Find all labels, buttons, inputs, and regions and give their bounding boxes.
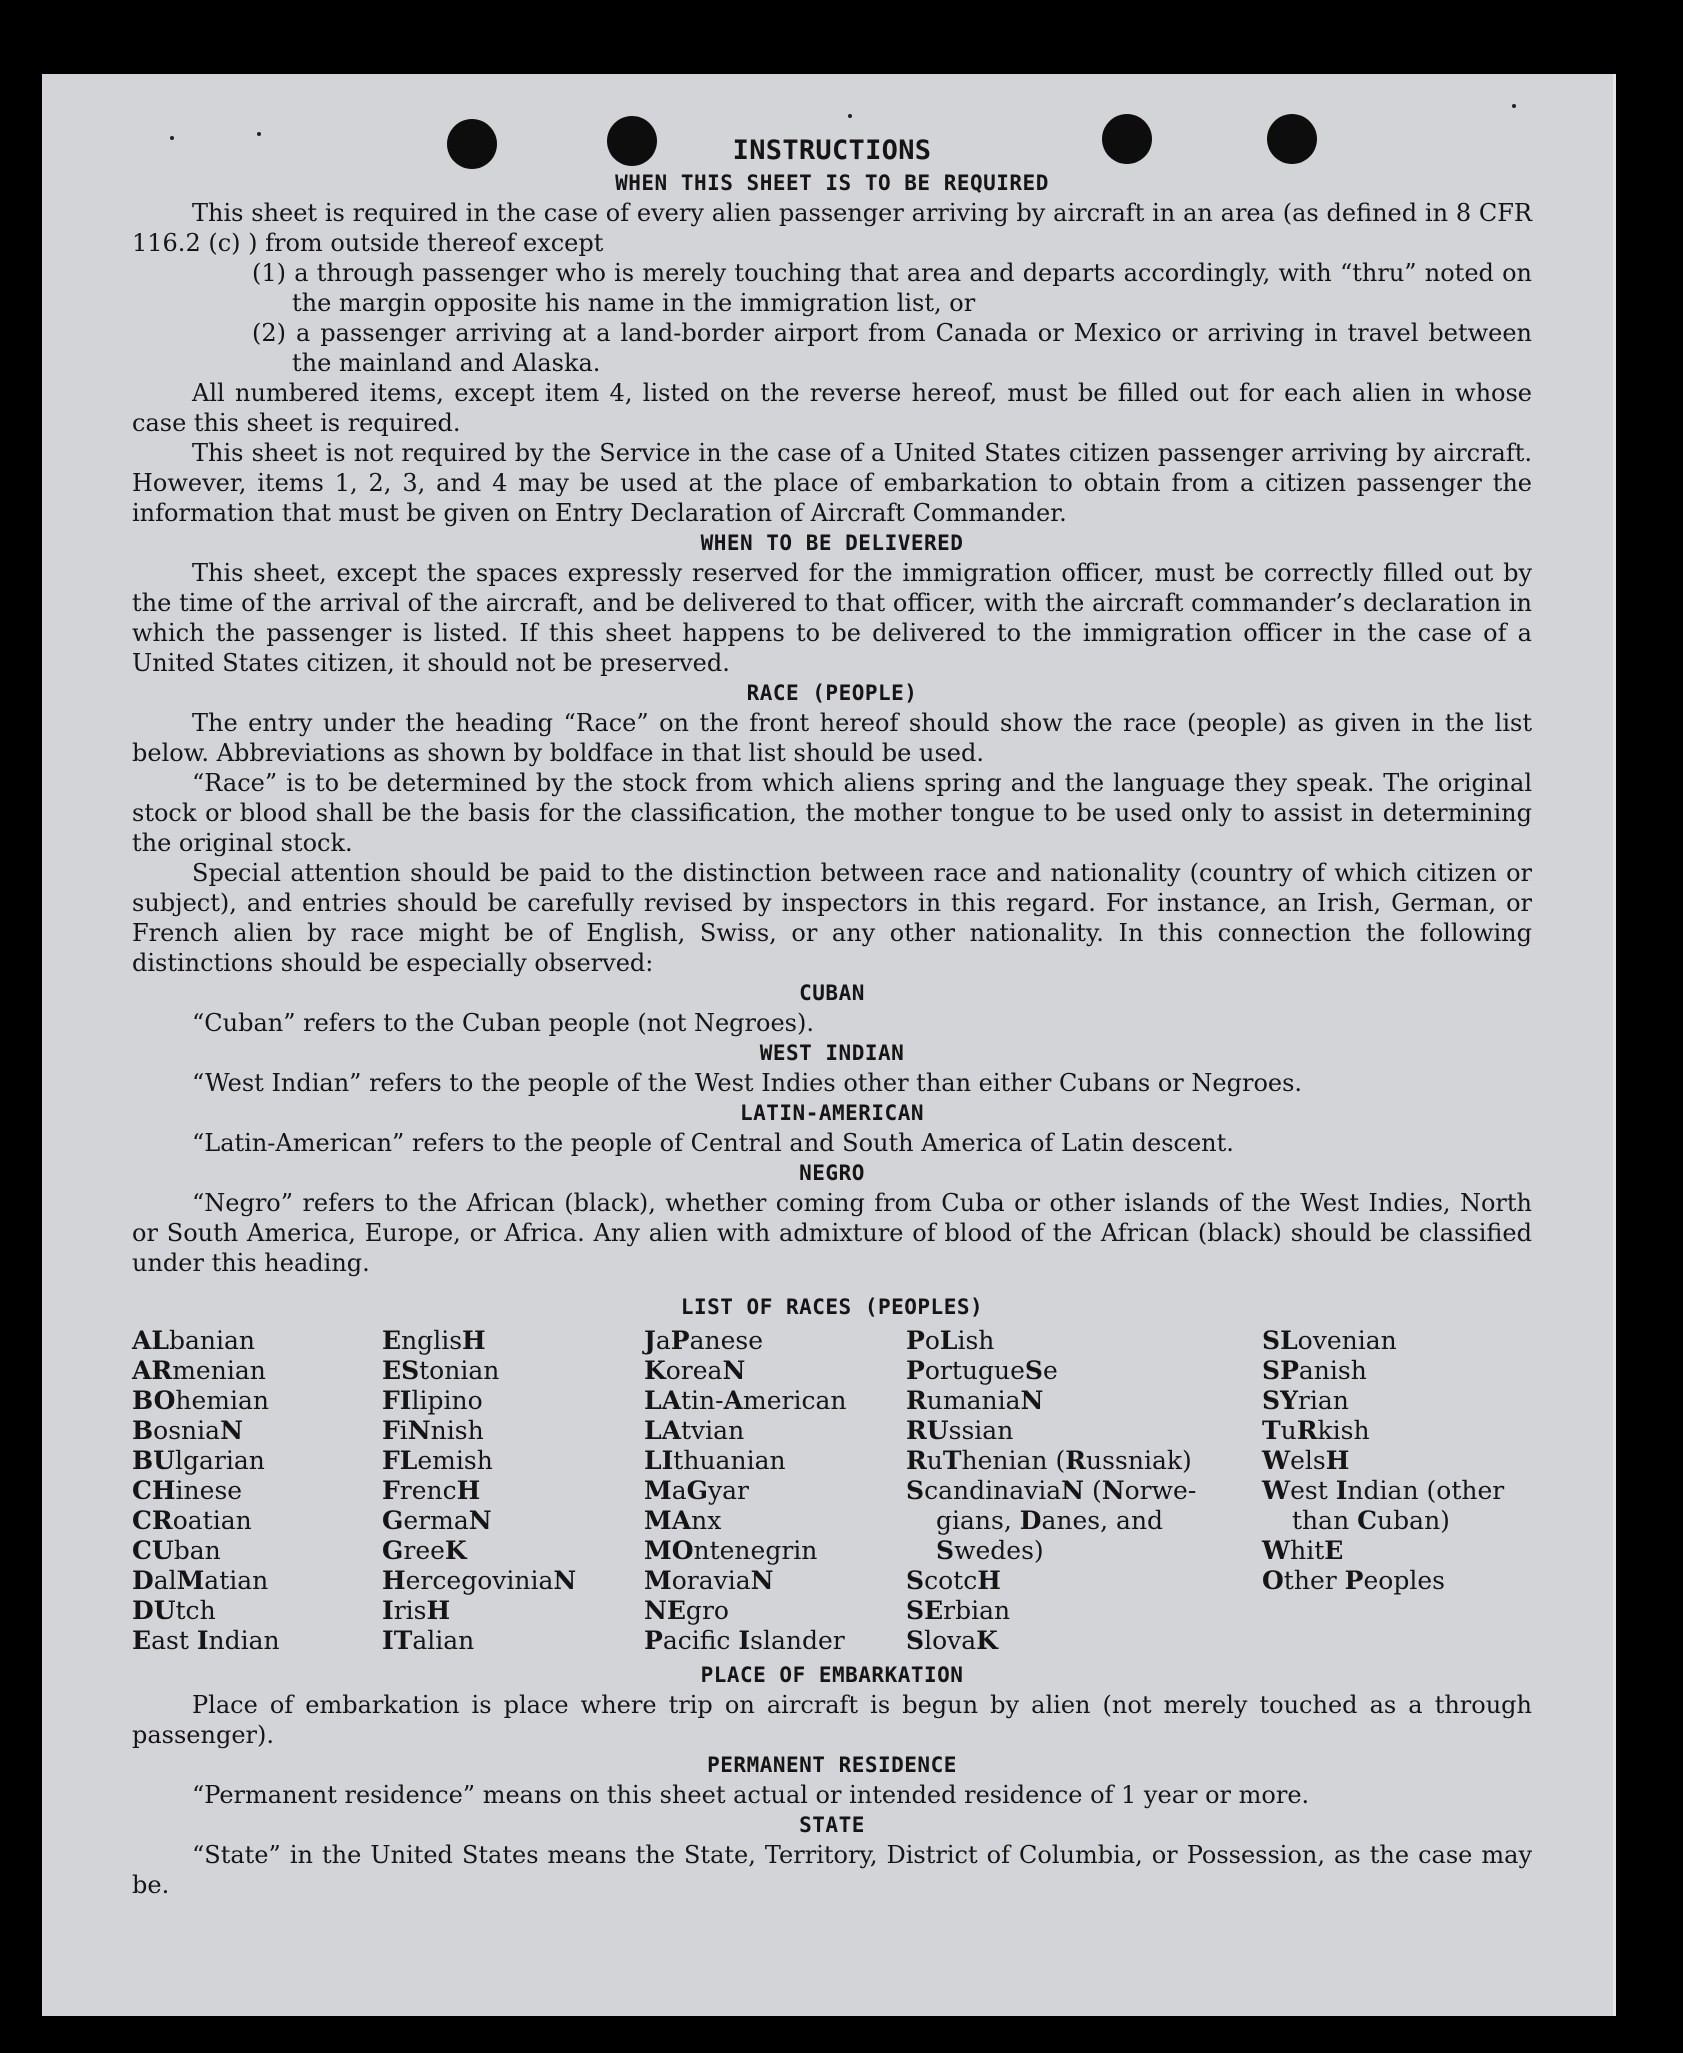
race-entry: SLovenian	[1262, 1326, 1397, 1355]
paragraph: This sheet is not required by the Service in the case of a United States citizen passenger arriving by aircraft. However, items 1, 2, 3, and 4 may be used at the place of embarkation to obtain from a citizen passenger the information that must be given on Entry Declaration of Aircraft Commander.	[132, 439, 1532, 527]
race-entry: KoreaN	[644, 1356, 746, 1385]
race-entry: DUtch	[132, 1596, 216, 1625]
race-entry: GreeK	[382, 1536, 467, 1565]
race-entry: FrencH	[382, 1476, 481, 1505]
races-column	[382, 1326, 644, 1656]
race-entry: RuThenian (Russniak)	[906, 1446, 1192, 1475]
section-heading-state: STATE	[799, 1813, 865, 1837]
race-entry: DalMatian	[132, 1566, 269, 1595]
race-entry: RumaniaN	[906, 1386, 1044, 1415]
race-entry: SErbian	[906, 1596, 1011, 1625]
race-entry: ScotcH	[906, 1566, 1001, 1595]
race-entry: ScandinaviaN (Norwe-	[906, 1476, 1197, 1505]
races-list-heading: LIST OF RACES (PEOPLES)	[680, 1295, 984, 1319]
race-entry: SlovaK	[906, 1626, 998, 1655]
race-entry: BUlgarian	[132, 1446, 265, 1475]
race-entry: CRoatian	[132, 1506, 252, 1535]
paragraph: This sheet is required in the case of every alien passenger arriving by aircraft in an area (as defined in 8 CFR 116.2 (c) ) from outside thereof except	[132, 199, 1532, 257]
race-entry-continued: gians, Danes, and	[936, 1506, 1164, 1535]
race-entry: LAtvian	[644, 1416, 745, 1445]
paragraph: “Latin-American” refers to the people of Central and South America of Latin descent.	[192, 1129, 1234, 1157]
exception-item-2: (2) a passenger arriving at a land-border airport from Canada or Mexico or arriving in travel between the mainland and Alaska.	[252, 319, 1532, 377]
race-entry-continued: Swedes)	[936, 1536, 1044, 1565]
race-entry: RUssian	[906, 1416, 1014, 1445]
race-entry: Other Peoples	[1262, 1566, 1445, 1595]
paragraph: Special attention should be paid to the distinction between race and nationality (country of which citizen or subject), and entries should be carefully revised by inspectors in this regard. For instance, an Irish, German, or French alien by race might be of English, Swiss, or any other nationality. In this connection the following distinctions should be especially observed:	[132, 859, 1532, 977]
section-heading-race: RACE (PEOPLE)	[746, 681, 918, 705]
race-entry: ALbanian	[132, 1326, 256, 1355]
races-list	[132, 1326, 1532, 1656]
race-entry: PortugueSe	[906, 1356, 1058, 1385]
races-column	[1262, 1326, 1522, 1656]
page-edge	[1613, 74, 1616, 2016]
race-entry: ARmenian	[132, 1356, 266, 1385]
race-entry: BOhemian	[132, 1386, 270, 1415]
race-entry: Pacifc Islander	[644, 1626, 845, 1655]
race-entry: WhitE	[1262, 1536, 1344, 1565]
race-entry: JaPanese	[644, 1326, 764, 1355]
race-entry: FiNnish	[382, 1416, 484, 1445]
race-entry: BosniaN	[132, 1416, 243, 1445]
paragraph: “Cuban” refers to the Cuban people (not Negroes).	[192, 1009, 814, 1037]
paragraph: The entry under the heading “Race” on the front hereof should show the race (people) as given in the list below. Abbreviations as shown by boldface in that list should be used.	[132, 709, 1532, 767]
race-entry: EStonian	[382, 1356, 500, 1385]
race-entry: HercegoviniaN	[382, 1566, 577, 1595]
section-heading-required: WHEN THIS SHEET IS TO BE REQUIRED	[615, 171, 1049, 195]
race-entry: MAnx	[644, 1506, 722, 1535]
race-entry: MOntenegrin	[644, 1536, 818, 1565]
paragraph: “Race” is to be determined by the stock from which aliens spring and the language they speak. The original stock or blood shall be the basis for the classification, the mother tongue to be used only to assist in determining the original stock.	[132, 769, 1532, 857]
race-entry: ITalian	[382, 1626, 475, 1655]
section-heading-embarkation: PLACE OF EMBARKATION	[700, 1663, 964, 1687]
race-entry: MaGyar	[644, 1476, 749, 1505]
document-sheet	[42, 74, 1616, 2016]
section-heading-west-indian: WEST INDIAN	[759, 1041, 905, 1065]
paragraph: “Negro” refers to the African (black), whether coming from Cuba or other islands of the West Indies, North or South America, Europe, or Africa. Any alien with admixture of blood of the African (black) should be classified under this heading.	[132, 1189, 1532, 1277]
paragraph: Place of embarkation is place where trip on aircraft is begun by alien (not merely touched as a through passenger).	[132, 1691, 1532, 1749]
race-entry: East Indian	[132, 1626, 280, 1655]
race-entry: LIthuanian	[644, 1446, 786, 1475]
race-entry: EnglisH	[382, 1326, 486, 1355]
race-entry: CHinese	[132, 1476, 243, 1505]
race-entry: TuRkish	[1262, 1416, 1370, 1445]
race-entry: PoLish	[906, 1326, 995, 1355]
section-heading-cuban: CUBAN	[799, 981, 865, 1005]
race-entry: West Indian (other	[1262, 1476, 1505, 1505]
exception-item-1: (1) a through passenger who is merely touching that area and departs accordingly, with “thru” noted on the margin opposite his name in the immigration list, or	[252, 259, 1532, 317]
speck	[848, 114, 852, 118]
race-entry-continued: than Cuban)	[1292, 1506, 1450, 1535]
races-column	[906, 1326, 1262, 1656]
main-heading: INSTRUCTIONS	[732, 135, 932, 166]
race-entry: MoraviaN	[644, 1566, 774, 1595]
section-heading-residence: PERMANENT RESIDENCE	[707, 1753, 957, 1777]
race-entry: GermaN	[382, 1506, 492, 1535]
race-entry: LAtin-American	[644, 1386, 847, 1415]
section-heading-latin: LATIN-AMERICAN	[739, 1101, 924, 1125]
paragraph: “State” in the United States means the State, Territory, District of Columbia, or Possession, as the case may be.	[132, 1841, 1532, 1899]
race-entry: FLemish	[382, 1446, 493, 1475]
race-entry: SYrian	[1262, 1386, 1349, 1415]
section-heading-negro: NEGRO	[799, 1161, 865, 1185]
race-entry: WelsH	[1262, 1446, 1350, 1475]
section-heading-delivered: WHEN TO BE DELIVERED	[700, 531, 964, 555]
paragraph: All numbered items, except item 4, listed on the reverse hereof, must be filled out for each alien in whose case this sheet is required.	[132, 379, 1532, 437]
races-column	[132, 1326, 382, 1656]
race-entry: IrisH	[382, 1596, 451, 1625]
race-entry: SPanish	[1262, 1356, 1367, 1385]
race-entry: NEgro	[644, 1596, 729, 1625]
races-column	[644, 1326, 906, 1656]
paragraph: “Permanent residence” means on this sheet actual or intended residence of 1 year or more.	[192, 1781, 1310, 1809]
race-entry: CUban	[132, 1536, 221, 1565]
race-entry: FIlipino	[382, 1386, 483, 1415]
paragraph: “West Indian” refers to the people of the West Indies other than either Cubans or Negroes.	[192, 1069, 1303, 1097]
speck	[1512, 104, 1516, 108]
instructions-text	[132, 134, 1532, 1900]
paragraph: This sheet, except the spaces expressly reserved for the immigration officer, must be correctly filled out by the time of the arrival of the aircraft, and be delivered to that officer, with the aircraft commander’s declaration in which the passenger is listed. If this sheet happens to be delivered to the immigration officer in the case of a United States citizen, it should not be preserved.	[132, 559, 1532, 677]
